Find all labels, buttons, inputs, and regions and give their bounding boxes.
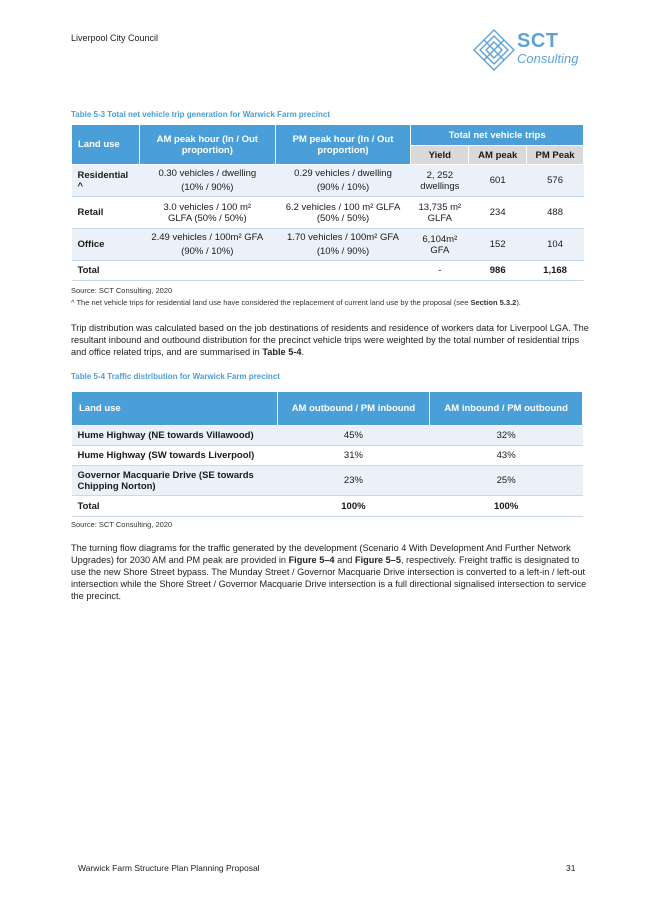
table-row: Hume Highway (NE towards Villawood) 45% 32%: [72, 426, 583, 446]
page-number: 31: [566, 863, 576, 873]
col-land-use: Land use: [72, 125, 140, 165]
table1-caption: Table 5-3 Total net vehicle trip generation for Warwick Farm precinct: [71, 110, 331, 119]
col-total-trips: Total net vehicle trips: [411, 125, 584, 146]
table-total-row: Total 100% 100%: [72, 496, 583, 517]
col-pm-peak: PM Peak: [527, 146, 584, 165]
col-am-out-pm-in: AM outbound / PM inbound: [277, 392, 430, 426]
diamond-icon: [472, 28, 516, 72]
table1-source: Source: SCT Consulting, 2020: [71, 286, 173, 295]
sct-logo: [472, 26, 592, 74]
table2-source: Source: SCT Consulting, 2020: [71, 520, 173, 529]
col-pm-rate: PM peak hour (In / Out proportion): [275, 125, 411, 165]
table-row: Hume Highway (SW towards Liverpool) 31% 43%: [72, 446, 583, 466]
table-row: Retail 3.0 vehicles / 100 m² GLFA (50% / 50%) 6.2 vehicles / 100 m² GLFA (50% / 50%) 13,735 m² GLFA 234 488: [72, 197, 584, 229]
traffic-distribution-table: [71, 391, 583, 517]
logo-subtext: Consulting: [517, 51, 579, 66]
table-total-row: Total - 986 1,168: [72, 261, 584, 281]
col-land-use: Land use: [72, 392, 278, 426]
header-org: Liverpool City Council: [71, 33, 159, 43]
footer-title: Warwick Farm Structure Plan Planning Proposal: [78, 863, 260, 873]
table-row: Governor Macquarie Drive (SE towards Chipping Norton) 23% 25%: [72, 466, 583, 496]
col-yield: Yield: [411, 146, 469, 165]
table-row: Residential ^ 0.30 vehicles / dwelling (10% / 90%) 0.29 vehicles / dwelling (90% / 10%) 2, 252 dwellings 601 576: [72, 165, 584, 197]
logo-text: SCT: [517, 30, 559, 52]
table2-caption: Table 5-4 Traffic distribution for Warwick Farm precinct: [71, 372, 280, 381]
col-am-in-pm-out: AM inbound / PM outbound: [430, 392, 583, 426]
paragraph-turning-flow: The turning flow diagrams for the traffic generated by the development (Scenario 4 With Development And Further Network Upgrades) for 2030 AM and PM peak are provided in Figure 5–4 and Figure 5–5, respectively. Freight traffic is designated to use the new Shore Street bypass. The Munday Street / Governor Macquarie Drive intersection is converted to a left-in / left-out intersection while the Shore Street / Governor Macquarie Drive intersection is a full directional signalised intersection to service the precinct.: [71, 543, 587, 601]
table-row: Office 2.49 vehicles / 100m² GFA (90% / 10%) 1.70 vehicles / 100m² GFA (10% / 90%) 6,104m² GFA 152 104: [72, 229, 584, 261]
col-am-rate: AM peak hour (In / Out proportion): [139, 125, 275, 165]
trip-generation-table: [71, 124, 584, 281]
table1-note: ^ The net vehicle trips for residential land use have considered the replacement of current land use by the proposal (see Section 5.3.2).: [71, 298, 521, 307]
paragraph-trip-distribution: Trip distribution was calculated based on the job destinations of residents and residence of workers data for Liverpool LGA. The resultant inbound and outbound distribution for the precinct vehicle trips were weighted by the total number of residential trips and office related trips, and are summarised in Table 5-4.: [71, 323, 589, 357]
col-am-peak: AM peak: [469, 146, 527, 165]
